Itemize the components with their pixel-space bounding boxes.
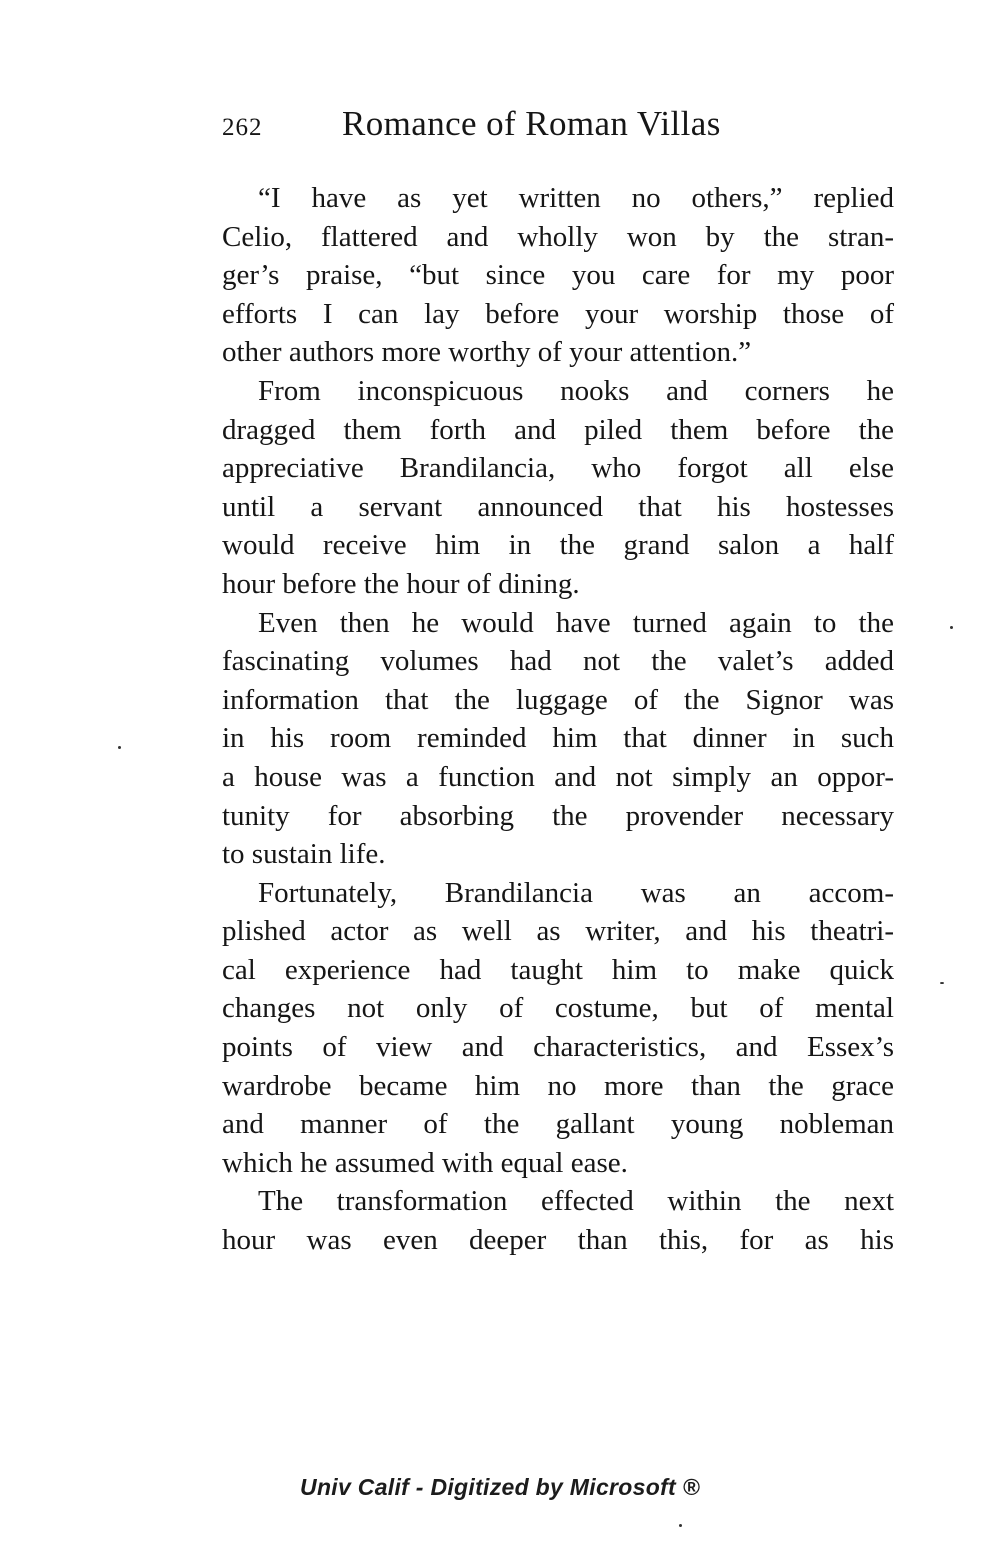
text-line: “I have as yet written no others,” replied	[258, 182, 894, 214]
text-line: Even then he would have turned again to the	[258, 606, 894, 639]
text-line: and manner of the gallant young nobleman	[222, 1108, 894, 1141]
text-line: until a servant announced that his hostesses	[222, 490, 894, 523]
text-line: fascinating volumes had not the valet’s added	[222, 645, 894, 678]
text-line: dragged them forth and piled them before the	[222, 413, 894, 446]
text-line: information that the luggage of the Signor was	[222, 683, 894, 716]
page-header	[222, 104, 894, 154]
text-line: appreciative Brandilancia, who forgot all else	[222, 452, 894, 485]
digitization-watermark: Univ Calif - Digitized by Microsoft ®	[300, 1474, 700, 1500]
text-line: From inconspicuous nooks and corners he	[258, 374, 894, 407]
page-number: 262	[222, 114, 263, 141]
text-line: Fortunately, Brandilancia was an accom-	[258, 876, 894, 909]
text-line: changes not only of costume, but of mental	[222, 992, 894, 1025]
text-line: a house was a function and not simply an oppor-	[222, 760, 894, 793]
scan-speck	[940, 982, 944, 984]
text-line: Celio, flattered and wholly won by the stran-	[222, 220, 894, 253]
text-line: ger’s praise, “but since you care for my poor	[222, 259, 894, 292]
text-line: hour before the hour of dining.	[222, 567, 580, 600]
body-text	[222, 179, 894, 1260]
scan-speck	[950, 626, 953, 629]
text-line: would receive him in the grand salon a half	[222, 529, 894, 562]
text-line: efforts I can lay before your worship those of	[222, 297, 894, 330]
text-line: in his room reminded him that dinner in such	[222, 722, 894, 755]
text-line: other authors more worthy of your attention.”	[222, 336, 752, 369]
text-line: which he assumed with equal ease.	[222, 1146, 628, 1179]
text-line: tunity for absorbing the provender necessary	[222, 799, 894, 832]
text-line: plished actor as well as writer, and his theatri-	[222, 915, 894, 948]
text-line: wardrobe became him no more than the grace	[222, 1069, 894, 1102]
running-title: Romance of Roman Villas	[342, 104, 721, 143]
text-line: cal experience had taught him to make quick	[222, 953, 894, 986]
text-line: points of view and characteristics, and Essex’s	[222, 1031, 894, 1064]
scan-speck	[679, 1524, 682, 1527]
scan-speck	[118, 746, 121, 749]
text-line: The transformation effected within the next	[258, 1185, 894, 1218]
text-line: hour was even deeper than this, for as his	[222, 1224, 894, 1257]
text-line: to sustain life.	[222, 838, 386, 871]
